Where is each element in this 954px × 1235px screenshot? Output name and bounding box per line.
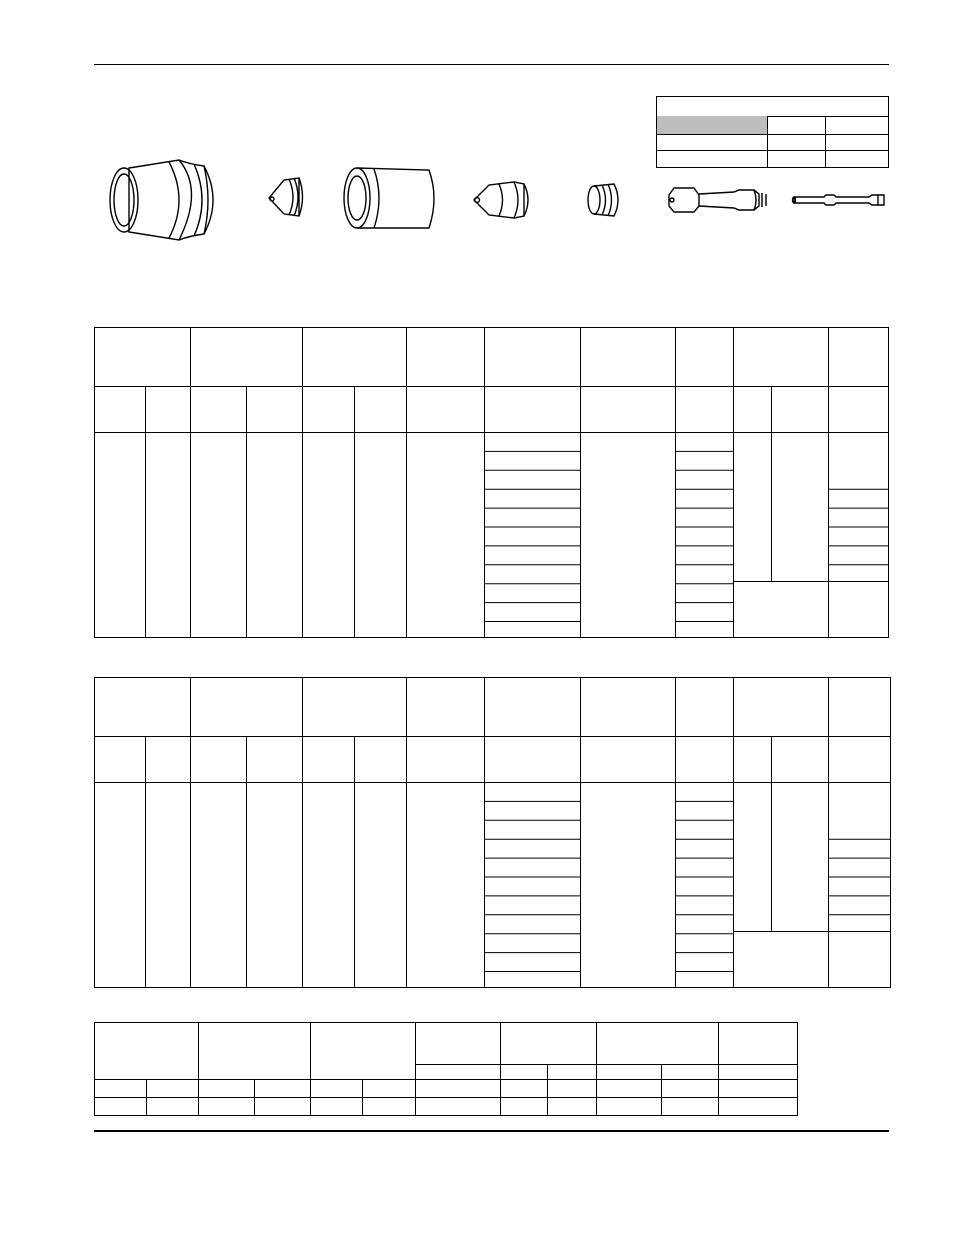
summary-table [95, 1023, 798, 1116]
footer-rule [94, 1130, 889, 1132]
cut-chart-table-1 [95, 328, 889, 638]
